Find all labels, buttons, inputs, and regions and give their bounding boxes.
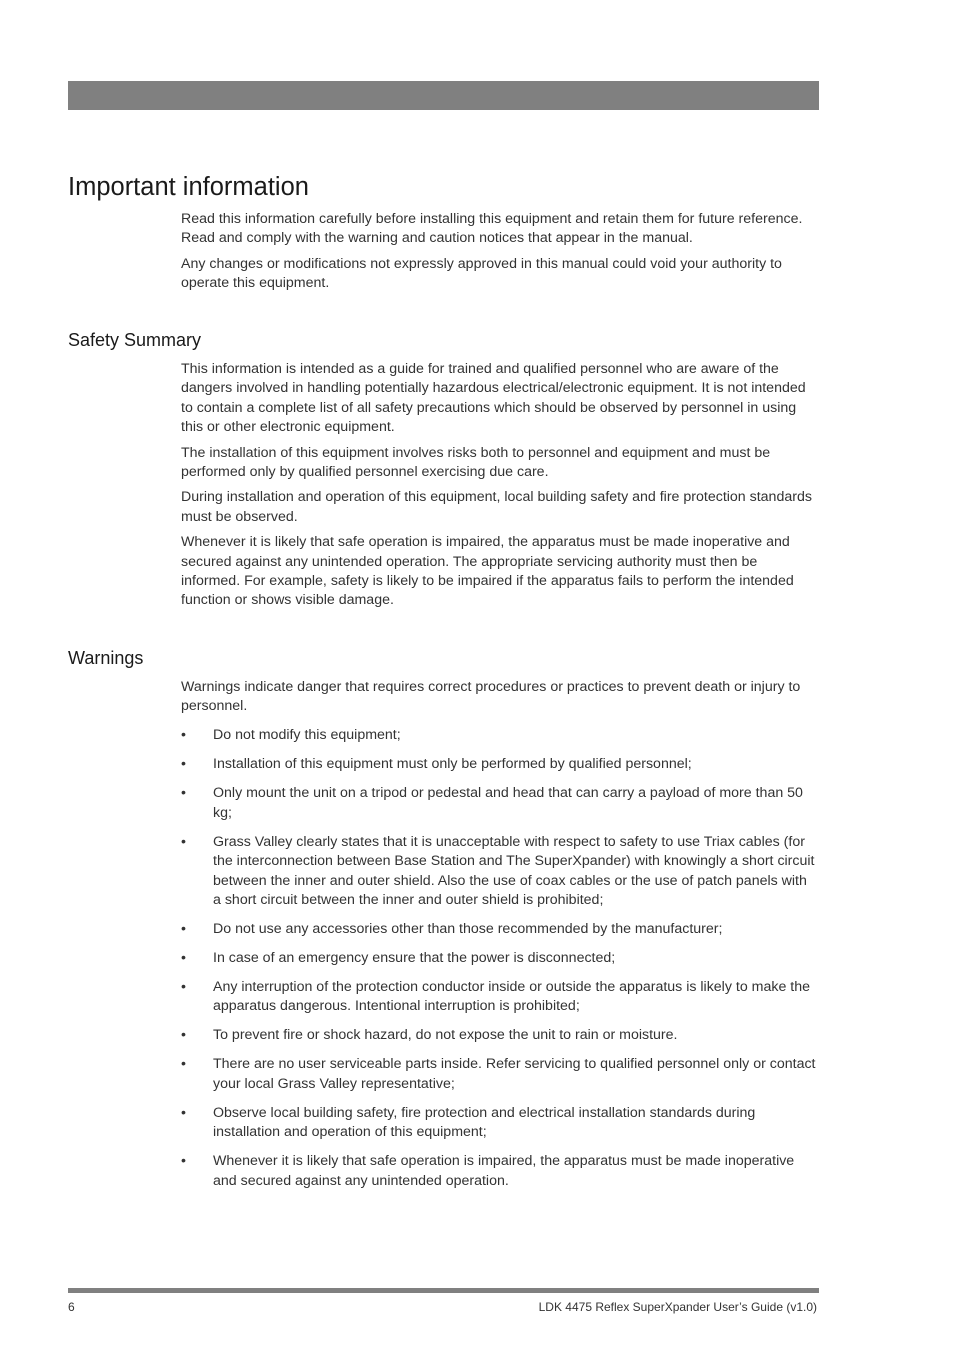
warning-item: [181, 978, 817, 1017]
warning-item: [181, 1055, 817, 1094]
warnings-heading: Warnings: [68, 648, 144, 668]
warning-item: [181, 784, 817, 823]
document-title: LDK 4475 Reflex SuperXpander User’s Guide (v1.0): [538, 1300, 817, 1314]
safety-paragraph-3: During installation and operation of this equipment, local building safety and fire protection standards must be observed.: [181, 489, 812, 525]
warning-item: [181, 920, 817, 939]
warning-text: In case of an emergency ensure that the power is disconnected;: [213, 950, 616, 967]
safety-paragraph-2: The installation of this equipment involves risks both to personnel and equipment and must be performed only by qualified personnel exercising due care.: [181, 444, 771, 481]
bullet-icon: •: [181, 921, 186, 938]
warning-item: [181, 726, 817, 745]
safety-summary-section: [181, 360, 817, 617]
bullet-icon: •: [181, 979, 186, 996]
warning-item: [181, 1152, 817, 1191]
intro-paragraph-1: Read this information carefully before installing this equipment and retain them for future reference. Read and comply with the warning and caution notices that appear in the manual.: [181, 211, 803, 247]
warning-item: [181, 949, 817, 968]
warning-text: Installation of this equipment must only be performed by qualified personnel;: [213, 756, 692, 773]
warnings-list: [181, 726, 817, 1191]
bullet-icon: •: [181, 727, 186, 744]
warning-text: Only mount the unit on a tripod or pedestal and head that can carry a payload of more than 50 kg;: [213, 785, 803, 821]
warnings-section: [181, 678, 817, 1201]
bullet-icon: •: [181, 833, 186, 850]
warnings-intro: Warnings indicate danger that requires correct procedures or practices to prevent death or injury to personnel.: [181, 679, 801, 715]
bullet-icon: •: [181, 756, 186, 773]
header-bar: [68, 81, 819, 110]
page-title: Important information: [68, 173, 309, 201]
warning-item: [181, 1104, 817, 1143]
safety-paragraph-4: Whenever it is likely that safe operation is impaired, the apparatus must be made inoperative and secured against any unintended operation. The appropriate servicing authority must then be informed. For example, safety is likely to be impaired if the apparatus fails to perform the intended function or shows visible damage.: [181, 534, 794, 609]
warning-text: Observe local building safety, fire protection and electrical installation standards during installation and operation of this equipment;: [213, 1104, 756, 1141]
bullet-icon: •: [181, 1056, 186, 1073]
warning-text: Do not modify this equipment;: [213, 727, 401, 744]
warning-text: Grass Valley clearly states that it is unacceptable with respect to safety to use Triax cables (for the interconnection between Base Station and The SuperXpander) with knowingly a short circuit between the inner and outer shield. Also the use of coax cables or the use of patch panels with a short circuit between the inner and outer shield is prohibited;: [213, 833, 815, 909]
bullet-icon: •: [181, 1153, 186, 1170]
footer-rule: [68, 1288, 819, 1293]
intro-paragraph-2: Any changes or modifications not expressly approved in this manual could void your authority to operate this equipment.: [181, 255, 782, 292]
warning-item: [181, 1026, 817, 1045]
warning-text: There are no user serviceable parts inside. Refer servicing to qualified personnel only or contact your local Grass Valley representative;: [213, 1056, 816, 1092]
bullet-icon: •: [181, 785, 186, 802]
page-number: 6: [68, 1300, 75, 1314]
warning-text: Do not use any accessories other than those recommended by the manufacturer;: [213, 921, 723, 938]
warning-item: [181, 833, 817, 911]
safety-paragraph-1: This information is intended as a guide for trained and qualified personnel who are aware of the dangers involved in handling potentially hazardous electrical/electronic equipment. It is not intended to contain a complete list of all safety precautions which should be observed by personnel in using this or other electronic equipment.: [181, 361, 806, 436]
bullet-icon: •: [181, 950, 186, 967]
bullet-icon: •: [181, 1104, 186, 1121]
bullet-icon: •: [181, 1027, 186, 1044]
intro-section: [181, 210, 817, 300]
warning-text: Whenever it is likely that safe operation is impaired, the apparatus must be made inoperative and secured against any unintended operation.: [213, 1153, 795, 1189]
warning-text: To prevent fire or shock hazard, do not expose the unit to rain or moisture.: [213, 1027, 678, 1044]
warning-item: [181, 755, 817, 774]
warning-text: Any interruption of the protection conductor inside or outside the apparatus is likely to make the apparatus dangerous. Intentional interruption is prohibited;: [213, 979, 811, 1015]
safety-summary-heading: Safety Summary: [68, 330, 202, 350]
